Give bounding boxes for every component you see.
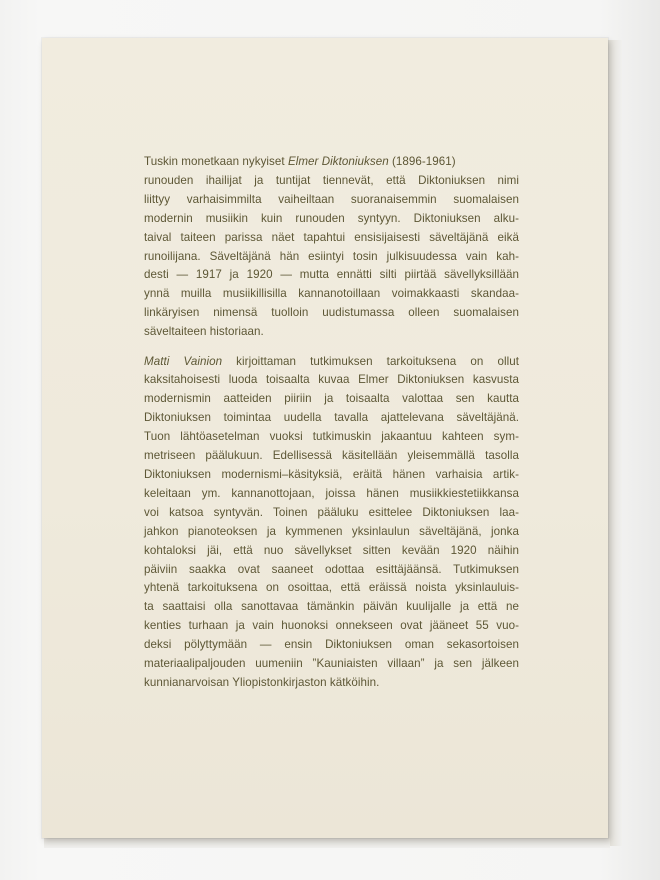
text-segment: modernin musiikin kuin runouden syntyyn. Diktoniuksen alku-: [144, 211, 519, 225]
text-segment: säveltaiteen historiaan.: [144, 325, 264, 339]
text-line: [144, 153, 519, 172]
text-line: [144, 266, 519, 285]
text-segment: (1896-1961): [388, 155, 456, 168]
text-segment: runouden ihailijat ja tuntijat tiennevät, että Diktoniuksen nimi: [144, 173, 519, 187]
text-line: [144, 428, 519, 447]
text-segment: deksi pölyttymään — ensin Diktoniuksen oman sekasortoisen: [144, 638, 519, 652]
text-line: [144, 229, 519, 248]
text-line: [144, 561, 519, 580]
text-segment: Tuon lähtöasetelman vuoksi tutkimuskin jakaantuu kahteen sym-: [144, 430, 519, 444]
text-line: [144, 617, 519, 636]
text-line: [144, 285, 519, 304]
text-line: [144, 636, 519, 655]
text-segment: ynnä muilla musiikillisilla kannanotoillaan voimakkaasti skandaa-: [144, 287, 519, 301]
text-line: [144, 409, 519, 428]
paragraph-study-description: [144, 353, 519, 693]
italic-name: Matti Vainion: [144, 354, 223, 368]
text-segment: taival taiteen parissa näet tapahtui ensisijaisesti säveltäjänä eikä: [144, 230, 519, 244]
text-line: [144, 210, 519, 229]
text-line: [144, 504, 519, 523]
back-cover-text: [144, 153, 519, 693]
text-segment: keleitaan ym. kannanottojaan, joissa hänen musiikkiestetiikkansa: [144, 486, 519, 500]
italic-name: Elmer Diktoniuksen: [287, 155, 389, 168]
text-segment: liittyy varhaisimmilta vaiheiltaan suoranaisemmin suomalaisen: [144, 192, 519, 206]
text-segment: ta saattaisi olla sanottavaa tämänkin päivän kuulijalle ja että ne: [144, 600, 519, 614]
paragraph-intro: [144, 153, 519, 342]
text-segment: modernismin aatteiden piiriin ja toisaalta valottaa sen kautta: [144, 392, 519, 406]
text-line: [144, 598, 519, 617]
text-segment: materiaalipaljouden uumeniin ”Kauniaisten villaan” ja sen jälkeen: [144, 657, 519, 671]
text-segment: kirjoittaman tutkimuksen tarkoituksena on ollut: [222, 354, 519, 368]
text-segment: yhtenä tarkoituksena on osoittaa, että eräissä noista yksinlauluis-: [144, 581, 519, 595]
text-segment: linkäryisen nimensä tuolloin uudistumassa olleen suomalaisen: [144, 306, 519, 320]
text-segment: kaksitahoisesti luoda toisaalta kuvaa Elmer Diktoniuksen kasvusta: [144, 373, 519, 387]
text-line: [144, 304, 519, 323]
text-segment: jahkon pianoteoksen ja kymmenen yksinlaulun säveltäjänä, jonka: [144, 524, 519, 538]
text-line: [144, 655, 519, 674]
text-line: [144, 447, 519, 466]
text-line: [144, 371, 519, 390]
text-segment: Diktoniuksen toimintaa uudella tavalla ajattelevana säveltäjänä.: [144, 411, 519, 425]
text-segment: runoilijana. Säveltäjänä hän esiintyi tosin julkisuudessa vain kah-: [144, 249, 519, 263]
text-line: [144, 172, 519, 191]
text-segment: voi katsoa syntyvän. Toinen pääluku esittelee Diktoniuksen laa-: [144, 505, 519, 519]
text-line: [144, 579, 519, 598]
text-line: [144, 466, 519, 485]
text-segment: kohtaloksi jäi, että nuo sävellykset sitten kevään 1920 näihin: [144, 543, 519, 557]
text-segment: Tuskin monetkaan nykyiset: [144, 155, 288, 168]
text-line: [144, 390, 519, 409]
book-page-edge-bottom: [44, 838, 610, 848]
text-line: [144, 523, 519, 542]
book-page-edge-right: [608, 40, 622, 846]
text-segment: Diktoniuksen modernismi–käsityksiä, eräitä hänen varhaisia artik-: [144, 468, 519, 481]
text-segment: kenties turhaan ja vain huonoksi onnekseen ovat jääneet 55 vuo-: [144, 619, 519, 633]
text-line: [144, 323, 519, 342]
text-segment: päiviin saakka ovat saaneet odottaa esittäjäänsä. Tutkimuksen: [144, 562, 519, 576]
text-line: [144, 542, 519, 561]
text-segment: desti — 1917 ja 1920 — mutta ennätti silti piirtää sävellyksillään: [144, 268, 519, 282]
text-segment: metriseen päälukuun. Edellisessä käsitellään yleisemmällä tasolla: [144, 449, 519, 463]
text-line: [144, 485, 519, 504]
text-line: [144, 191, 519, 210]
text-segment: kunnianarvoisan Yliopistonkirjaston kätköihin.: [144, 675, 380, 689]
text-line: [144, 353, 519, 372]
text-line: [144, 248, 519, 267]
text-line: [144, 674, 519, 693]
